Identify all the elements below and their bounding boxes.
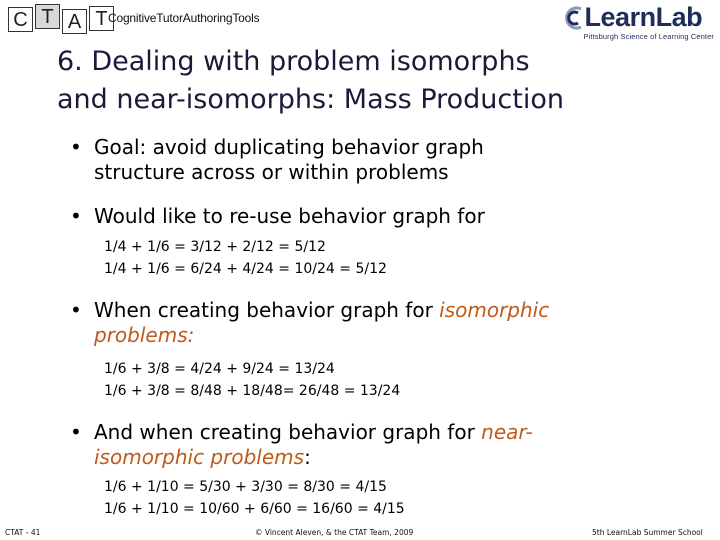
bullet-plain-text: When creating behavior graph for — [94, 298, 440, 322]
equation-line: 1/6 + 1/10 = 5/30 + 3/30 = 8/30 = 4/15 — [104, 479, 387, 495]
bullet-text-line-2: structure across or within problems — [94, 160, 449, 184]
ctat-letter-t2: T — [89, 6, 114, 31]
bullet-dot: • — [70, 204, 82, 228]
bullet-text-line-1 — [94, 298, 549, 323]
bullet-dot: • — [70, 135, 82, 159]
bullet-text-line-1: Would like to re-use behavior graph for — [94, 204, 485, 228]
bullet-goal — [70, 135, 484, 185]
bullet-text-line-2 — [94, 323, 549, 348]
equation-line: 1/6 + 3/8 = 4/24 + 9/24 = 13/24 — [104, 361, 335, 377]
bullet-italic-text: isomorphic problems — [94, 445, 305, 469]
bullet-isomorphic — [70, 298, 549, 348]
footer-copyright: © Vincent Aleven, & the CTAT Team, 2009 — [255, 528, 414, 537]
ctat-letter-t: T — [35, 4, 60, 29]
equation-group-3 — [104, 476, 405, 520]
bullet-text-line-1: Goal: avoid duplicating behavior graph — [94, 135, 484, 159]
bullet-dot: • — [70, 298, 82, 322]
title-line-1: 6. Dealing with problem isomorphs — [57, 46, 530, 77]
bullet-italic-text: isomorphic — [439, 298, 550, 322]
equation-line: 1/6 + 3/8 = 8/48 + 18/48= 26/48 = 13/24 — [104, 383, 401, 399]
bullet-italic-text: problems: — [94, 323, 195, 347]
tool-name: CognitiveTutorAuthoringTools — [108, 11, 260, 25]
title-line-2: and near-isomorphs: Mass Production — [57, 84, 564, 115]
bullet-italic-text: near- — [481, 420, 533, 444]
footer-event: 5th LearnLab Summer School — [592, 528, 703, 537]
equation-line: 1/4 + 1/6 = 6/24 + 4/24 = 10/24 = 5/12 — [104, 261, 387, 277]
bullet-near-isomorphic — [70, 420, 533, 470]
bullet-plain-text: : — [304, 445, 311, 469]
bullet-text-line-1 — [94, 420, 533, 445]
equation-line: 1/6 + 1/10 = 10/60 + 6/60 = 16/60 = 4/15 — [104, 501, 405, 517]
ctat-letter-c: C — [8, 7, 33, 32]
bullet-text-line-2 — [94, 445, 533, 470]
bullet-reuse — [70, 204, 485, 229]
equation-group-2 — [104, 358, 400, 402]
ctat-logo — [8, 4, 116, 34]
learnlab-logo — [562, 4, 714, 41]
equation-line: 1/4 + 1/6 = 3/12 + 2/12 = 5/12 — [104, 239, 326, 255]
learnlab-subtitle: Pittsburgh Science of Learning Center — [583, 32, 714, 41]
bullet-plain-text: And when creating behavior graph for — [94, 420, 482, 444]
footer-slide-number: CTAT - 41 — [5, 528, 41, 537]
bullet-dot: • — [70, 420, 82, 444]
learnlab-swoosh-icon — [562, 5, 584, 31]
learnlab-name: LearnLab — [584, 2, 703, 32]
ctat-letter-a: A — [62, 9, 87, 34]
equation-group-1 — [104, 236, 387, 280]
slide-title — [57, 43, 564, 119]
